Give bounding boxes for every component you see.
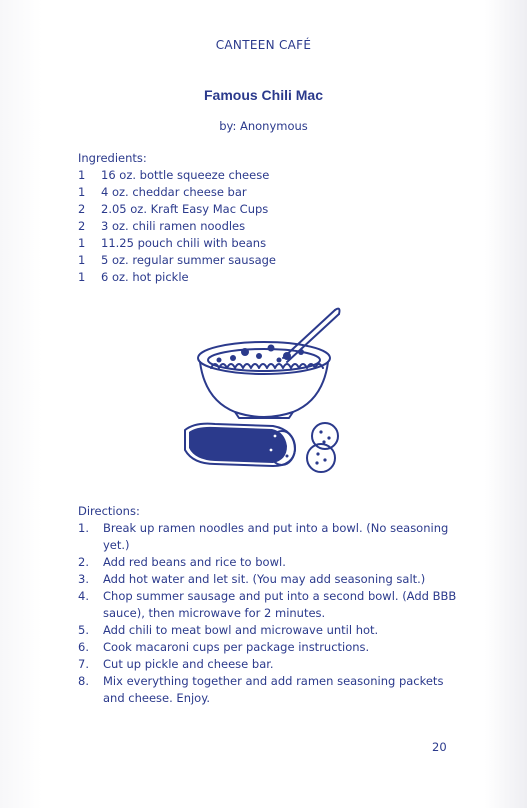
ingredient-quantity: 2: [78, 219, 86, 233]
ingredients-section: [78, 150, 276, 286]
step-number: 7.: [78, 657, 89, 671]
step-text: Cut up pickle and cheese bar.: [103, 657, 274, 671]
step-text: Add chili to meat bowl and microwave until hot.: [103, 623, 379, 637]
directions-heading: Directions:: [78, 504, 140, 518]
ingredient-quantity: 2: [78, 202, 86, 216]
ingredient-text: 4 oz. cheddar cheese bar: [101, 185, 247, 199]
direction-step: [78, 588, 458, 622]
ingredient-quantity: 1: [78, 236, 86, 250]
direction-step: [78, 622, 458, 639]
ingredient-item: [78, 235, 276, 252]
ingredient-item: [78, 167, 276, 184]
ingredient-text: 3 oz. chili ramen noodles: [101, 219, 246, 233]
step-number: 4.: [78, 589, 89, 603]
direction-step: [78, 656, 458, 673]
recipe-author: by: Anonymous: [219, 119, 308, 133]
step-text: Cook macaroni cups per package instructions.: [103, 640, 370, 654]
recipe-title: Famous Chili Mac: [203, 87, 324, 103]
step-number: 8.: [78, 674, 89, 688]
ingredient-quantity: 1: [78, 270, 86, 284]
ingredient-item: [78, 184, 276, 201]
ingredient-text: 5 oz. regular summer sausage: [101, 253, 277, 267]
directions-section: [78, 503, 458, 707]
step-number: 2.: [78, 555, 89, 569]
step-number: 3.: [78, 572, 89, 586]
section-header: CANTEEN CAFÉ: [215, 38, 312, 52]
step-text: Chop summer sausage and put into a second bowl. (Add BBB sauce), then microwave for 2 minutes.: [103, 589, 457, 620]
ingredient-text: 11.25 pouch chili with beans: [101, 236, 267, 250]
ingredient-item: [78, 218, 276, 235]
ingredient-item: [78, 201, 276, 218]
step-text: Mix everything together and add ramen seasoning packets and cheese. Enjoy.: [103, 674, 444, 705]
direction-step: [78, 520, 458, 554]
ingredients-heading: Ingredients:: [78, 151, 147, 165]
ingredient-quantity: 1: [78, 168, 86, 182]
step-text: Add red beans and rice to bowl.: [103, 555, 286, 569]
ingredient-item: [78, 269, 276, 286]
step-text: Add hot water and let sit. (You may add seasoning salt.): [103, 572, 426, 586]
step-text: Break up ramen noodles and put into a bowl. (No seasoning yet.): [103, 521, 449, 552]
ingredient-text: 6 oz. hot pickle: [101, 270, 189, 284]
direction-step: [78, 639, 458, 656]
ingredient-text: 16 oz. bottle squeeze cheese: [101, 168, 270, 182]
page-number: 20: [432, 740, 447, 754]
direction-step: [78, 673, 458, 707]
ingredient-quantity: 1: [78, 185, 86, 199]
step-number: 1.: [78, 521, 89, 535]
ingredient-text: 2.05 oz. Kraft Easy Mac Cups: [101, 202, 269, 216]
direction-step: [78, 571, 458, 588]
direction-step: [78, 554, 458, 571]
chili-bowl-and-sausage-icon: [175, 300, 355, 484]
step-number: 5.: [78, 623, 89, 637]
ingredient-quantity: 1: [78, 253, 86, 267]
step-number: 6.: [78, 640, 89, 654]
ingredient-item: [78, 252, 276, 269]
